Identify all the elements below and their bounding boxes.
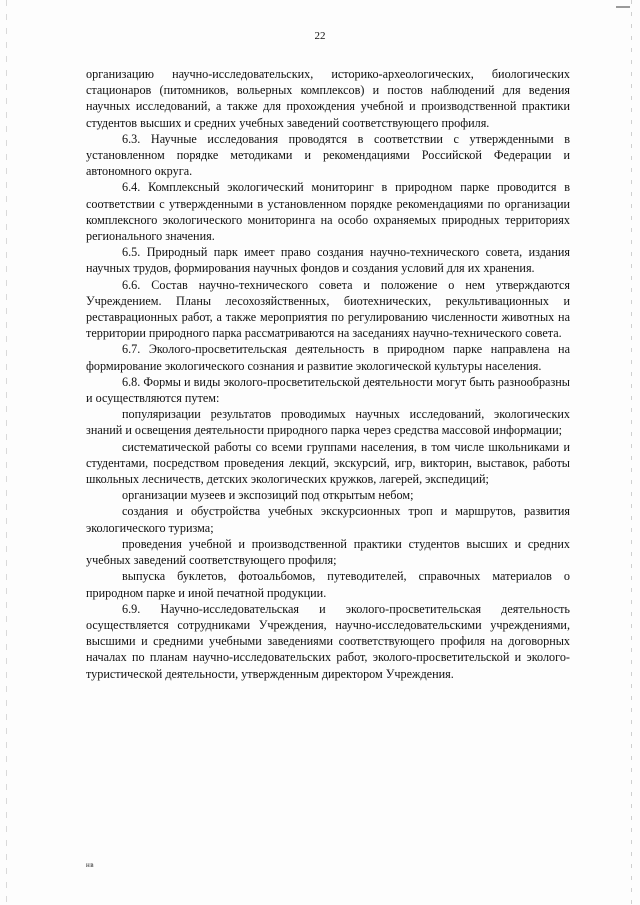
paragraph-6-7: 6.7. Эколого-просветительская деятельность в природном парке направлена на формирование экологического сознания и развитие экологической культуры населения.	[86, 342, 570, 373]
scan-edge-right	[631, 0, 632, 905]
scan-edge-left	[6, 0, 7, 905]
paragraph-6-8: 6.8. Формы и виды эколого-просветительской деятельности могут быть разнообразны и осуществляются путем:	[86, 374, 570, 406]
list-item-systematic-work: систематической работы со всеми группами населения, в том числе школьниками и студентами, посредством проведения лекций, экскурсий, игр, викторин, выставок, работы школьных лесничеств, детских экологических кружков, лагерей, экспедиций;	[86, 439, 570, 487]
scan-corner-mark	[616, 6, 630, 8]
paragraph-continuation: организацию научно-исследовательских, историко-археологических, биологических стационаров (питомников, вольерных комплексов) и постов наблюдений для ведения научных исследований, а также для прохождения учебной и производственной практики студентов высших и средних учебных заведений соответствующего профиля.	[86, 67, 570, 130]
list-item-trails: создания и обустройства учебных экскурсионных троп и маршрутов, развития экологического туризма;	[86, 504, 570, 535]
paragraph-6-4: 6.4. Комплексный экологический мониторинг в природном парке проводится в соответствии с утвержденными в установленном порядке рекомендациями по организации комплексного экологического мониторинга на особо охраняемых природных территориях регионального значения.	[86, 180, 570, 244]
paragraph-6-5: 6.5. Природный парк имеет право создания научно-технического совета, издания научных трудов, формирования научных фондов и создания условий для их хранения.	[86, 245, 570, 276]
list-item-publications: выпуска буклетов, фотоальбомов, путеводителей, справочных материалов о природном парке и иной печатной продукции.	[86, 569, 570, 600]
paragraph-6-6: 6.6. Состав научно-технического совета и положение о нем утверждаются Учреждением. Планы лесохозяйственных, биотехнических, рекультивационных и реставрационных работ, а также мероприятия по регулированию численности животных на территории природного парка рассматриваются на заседаниях научно-технического совета.	[86, 277, 570, 341]
document-body	[86, 66, 570, 682]
list-item-museums: организации музеев и экспозиций под открытым небом;	[122, 488, 414, 503]
list-item-practice: проведения учебной и производственной практики студентов высших и средних учебных заведений соответствующего профиля;	[86, 536, 570, 568]
footer-initials: нв	[86, 861, 95, 869]
paragraph-6-3: 6.3. Научные исследования проводятся в соответствии с утвержденными в установленном порядке методиками и рекомендациями Российской Федерации и автономного округа.	[86, 131, 570, 179]
paragraph-6-9: 6.9. Научно-исследовательская и эколого-просветительская деятельность осуществляется сотрудниками Учреждения, научно-исследовательскими учреждениями, высшими и средними учебными заведениями соответствующего профиля на договорных началах по планам научно-исследовательских работ, эколого-просветительской и эколого-туристической деятельности, утвержденным директором Учреждения.	[86, 601, 570, 681]
page-number: 22	[314, 30, 326, 42]
list-item-popularization: популяризации результатов проводимых научных исследований, экологических знаний и освещения деятельности природного парка через средства массовой информации;	[86, 407, 570, 438]
